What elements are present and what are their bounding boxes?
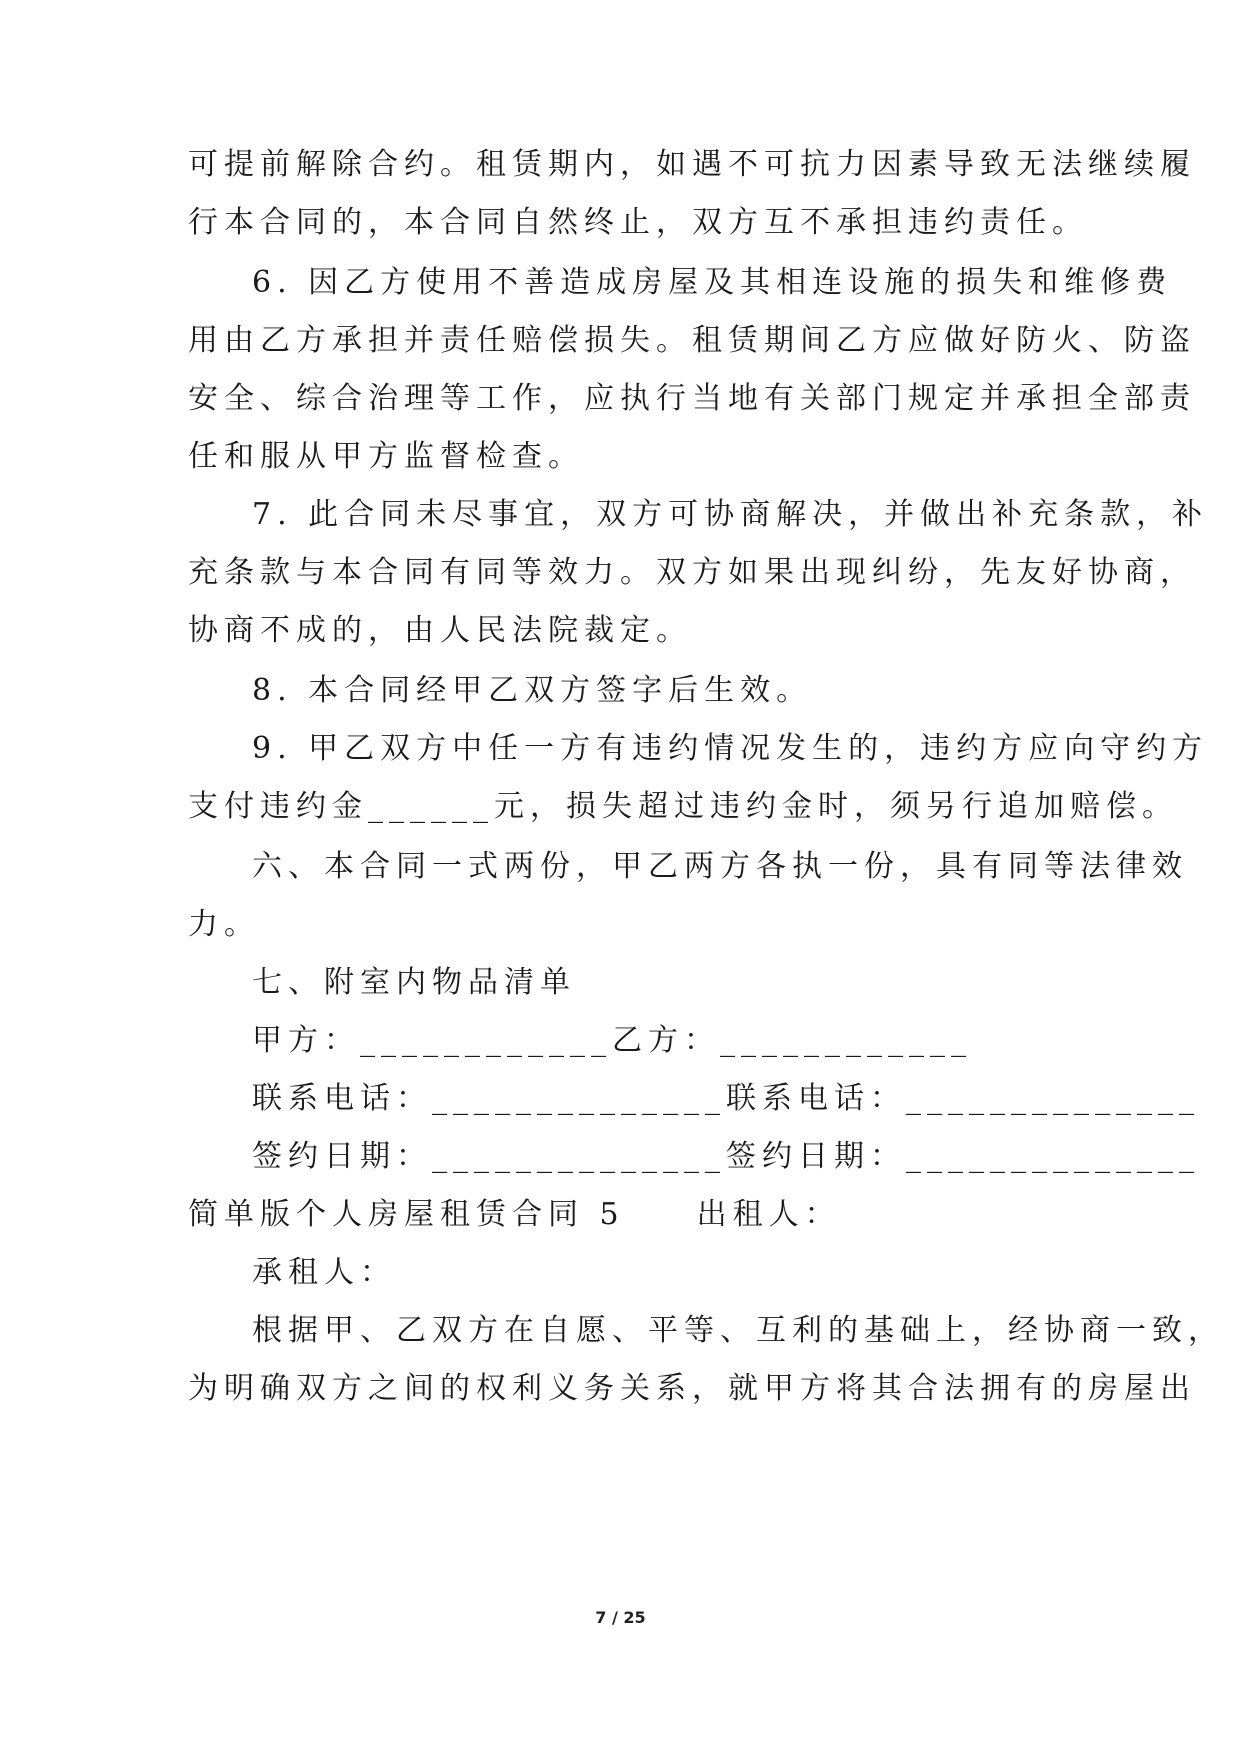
text-line: 支付违约金______元，损失超过违约金时，须另行追加赔偿。 — [188, 789, 1178, 824]
text-line: 任和服从甲方监督检查。 — [188, 439, 584, 474]
section-heading: 简单版个人房屋租赁合同 5 出租人： — [188, 1197, 841, 1232]
text-line: 协商不成的，由人民法院裁定。 — [188, 613, 692, 648]
text-line: 8. 本合同经甲乙双方签字后生效。 — [252, 673, 813, 708]
text-line: 承租人： — [252, 1255, 396, 1290]
text-line: 可提前解除合约。租赁期内，如遇不可抗力因素导致无法继续履 — [188, 147, 1196, 182]
text-line: 根据甲、乙双方在自愿、平等、互利的基础上，经协商一致， — [252, 1313, 1224, 1348]
text-line: 七、附室内物品清单 — [252, 965, 576, 1000]
text-line: 6. 因乙方使用不善造成房屋及其相连设施的损失和维修费 — [252, 265, 1173, 300]
page-number: 7 / 25 — [595, 1608, 646, 1627]
signature-line-date: 签约日期：______________签约日期：______________ — [252, 1139, 1200, 1174]
text-line: 行本合同的，本合同自然终止，双方互不承担违约责任。 — [188, 205, 1088, 240]
text-line: 力。 — [188, 907, 260, 942]
text-line: 充条款与本合同有同等效力。双方如果出现纠纷，先友好协商， — [188, 555, 1196, 590]
signature-line-party: 甲方：____________乙方：____________ — [252, 1023, 972, 1058]
text-line: 为明确双方之间的权利义务关系，就甲方将其合法拥有的房屋出 — [188, 1371, 1196, 1406]
text-line: 安全、综合治理等工作，应执行当地有关部门规定并承担全部责 — [188, 381, 1196, 416]
text-line: 六、本合同一式两份，甲乙两方各执一份，具有同等法律效 — [252, 849, 1188, 884]
text-line: 用由乙方承担并责任赔偿损失。租赁期间乙方应做好防火、防盗 — [188, 323, 1196, 358]
signature-line-phone: 联系电话：______________联系电话：______________ — [252, 1081, 1200, 1116]
text-line: 9. 甲乙双方中任一方有违约情况发生的，违约方应向守约方 — [252, 731, 1209, 766]
text-line: 7. 此合同未尽事宜，双方可协商解决，并做出补充条款，补 — [252, 497, 1209, 532]
